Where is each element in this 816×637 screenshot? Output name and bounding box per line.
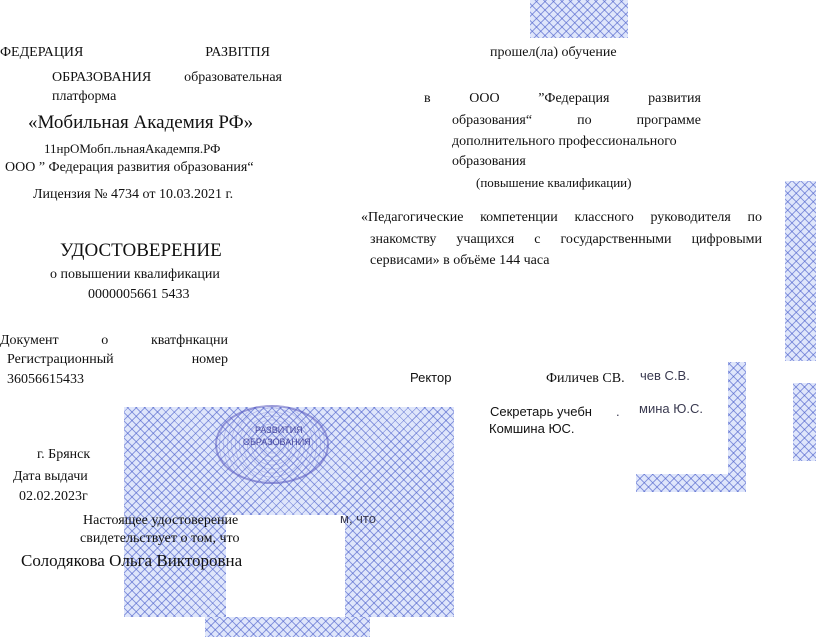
official-stamp bbox=[215, 405, 329, 484]
header-line-3: платформа bbox=[52, 89, 117, 104]
guilloche-top bbox=[530, 0, 628, 38]
issue-date-label: Дата выдачи bbox=[13, 469, 88, 484]
right-word-ooo: ООО bbox=[469, 91, 500, 106]
registration-line bbox=[7, 351, 228, 368]
header-educational: образовательная bbox=[184, 70, 282, 85]
rector-ghost: чев С.В. bbox=[640, 368, 690, 383]
header-education: ОБРАЗОВАНИЯ bbox=[52, 70, 152, 85]
program-word-4: руководителя bbox=[650, 210, 731, 225]
certificate-subtitle: о повышении квалификации bbox=[50, 267, 220, 282]
completed-training: прошел(ла) обучение bbox=[490, 45, 617, 60]
program-line-2 bbox=[370, 231, 762, 248]
rector-name: Филичев СВ. bbox=[546, 371, 625, 386]
rector-label: Ректор bbox=[410, 370, 452, 385]
right-word-in: в bbox=[424, 91, 431, 106]
right-word-education: образования“ bbox=[452, 113, 533, 128]
issue-date: 02.02.2023г bbox=[19, 489, 88, 504]
person-name: Солодякова Ольга Викторовна bbox=[21, 551, 243, 570]
document-of: о bbox=[101, 333, 109, 348]
program-word-10: цифровыми bbox=[691, 232, 762, 247]
document-qualification: кватфнкацни bbox=[150, 333, 228, 348]
program-word-6: знакомству bbox=[370, 232, 437, 247]
program-word-5: по bbox=[747, 210, 762, 225]
right-word-development: развития bbox=[648, 91, 701, 106]
city: г. Брянск bbox=[37, 447, 91, 462]
program-word-2: компетенции bbox=[480, 210, 558, 225]
registration-number: 36056615433 bbox=[7, 372, 84, 387]
certifies-line-2: свидетельствует о том, что bbox=[80, 531, 240, 546]
right-line-1 bbox=[424, 90, 701, 107]
right-line-2 bbox=[452, 112, 701, 129]
certifies-line-1: Настоящее удостоверение bbox=[83, 513, 239, 528]
ghost-text: м, что bbox=[340, 511, 376, 526]
document-word: Документ bbox=[0, 333, 59, 348]
header-federation: ФЕДЕРАЦИЯ bbox=[0, 45, 84, 60]
program-word-1: «Педагогические bbox=[361, 210, 464, 225]
program-word-9: государственными bbox=[560, 232, 672, 247]
right-line-5: (повышение квалификации) bbox=[476, 175, 632, 190]
registration-label: Регистрационный bbox=[7, 352, 114, 367]
stamp-text-2: ОБРАЗОВАНИЯ bbox=[243, 437, 311, 447]
right-word-program: программе bbox=[636, 113, 701, 128]
stamp-text-1: РАЗВИТИЯ bbox=[255, 425, 303, 435]
guilloche-right-top bbox=[785, 181, 816, 361]
program-word-3: классного bbox=[574, 210, 634, 225]
secretary-ghost: мина Ю.С. bbox=[639, 401, 703, 416]
program-word-8: с bbox=[534, 232, 541, 247]
header-development: РАЗВІТПЯ bbox=[205, 45, 270, 60]
document-line bbox=[0, 332, 228, 349]
registration-number-label: номер bbox=[191, 352, 228, 367]
academy-site: 11нрОМобп.льнаяАкадемпя.РФ bbox=[44, 141, 221, 156]
academy-name: «Мобильная Академия РФ» bbox=[28, 112, 254, 133]
program-line-3: сервисами» в объёме 144 часа bbox=[370, 253, 550, 268]
right-word-by: по bbox=[577, 113, 592, 128]
right-line-4: образования bbox=[452, 154, 526, 169]
license-line: Лицензия № 4734 от 10.03.2021 г. bbox=[33, 187, 234, 202]
program-word-7: учащихся bbox=[456, 232, 515, 247]
certificate-number: 0000005661 5433 bbox=[88, 287, 190, 302]
guilloche-right-bottom bbox=[793, 383, 816, 461]
organization-name: ООО ” Федерация развития образования“ bbox=[5, 160, 254, 175]
header-line-2 bbox=[52, 69, 282, 86]
header-line-1 bbox=[0, 44, 270, 61]
right-line-3: дополнительного профессионального bbox=[452, 134, 677, 149]
secretary-name: Комшина ЮС. bbox=[489, 421, 575, 436]
right-word-federation: ”Федерация bbox=[538, 91, 610, 106]
program-line-1 bbox=[361, 209, 762, 226]
certificate-title: УДОСТОВЕРЕНИЕ bbox=[60, 240, 222, 261]
secretary-ghost-dot: . bbox=[616, 404, 620, 419]
secretary-label: Секретарь учебн bbox=[490, 404, 592, 419]
